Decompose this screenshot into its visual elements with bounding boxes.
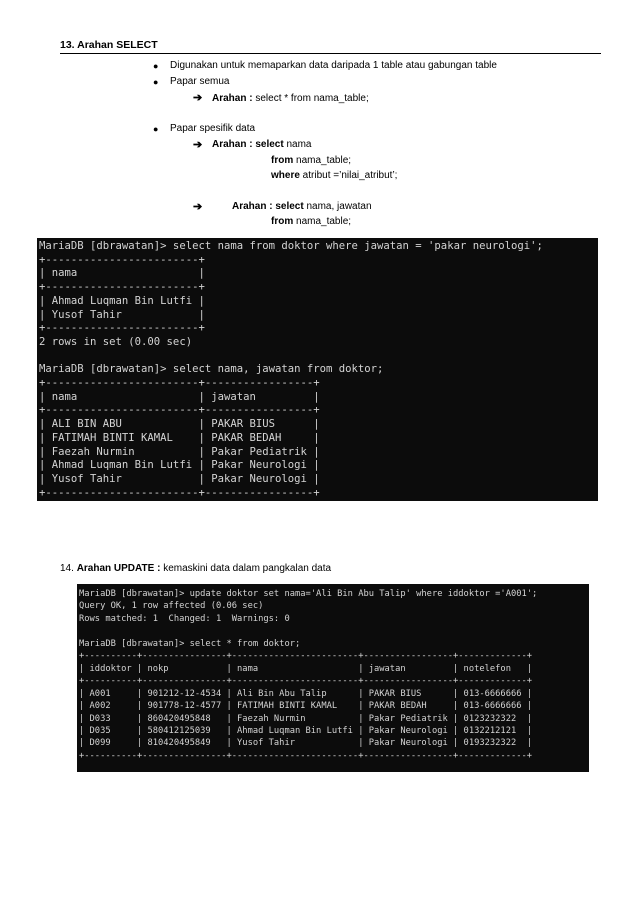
keyword-where: where (271, 170, 300, 181)
terminal-screenshot-select (37, 238, 598, 501)
terminal-line: +----------+----------------+------------------------+-----------------+-------------+ (79, 651, 533, 662)
command-text: nama_table; (293, 155, 352, 166)
arrow-right-icon: ➔ (193, 92, 203, 104)
command-from-line (271, 216, 351, 227)
terminal-line: | FATIMAH BINTI KAMAL | PAKAR BEDAH | (39, 431, 320, 444)
terminal-line: | Ahmad Luqman Bin Lutfi | Pakar Neurologi | (39, 459, 320, 472)
terminal-line: MariaDB [dbrawatan]> select * from doktor; (79, 638, 301, 649)
terminal-line: +------------------------+ (39, 281, 205, 294)
terminal-line: | D033 | 860420495848 | Faezah Nurmin | Pakar Pediatrik | 0123232322 | (79, 713, 533, 724)
command-select-all (212, 93, 369, 104)
keyword-from: from (271, 216, 294, 227)
terminal-line: | Ahmad Luqman Bin Lutfi | (39, 294, 205, 307)
terminal-line: | Yusof Tahir | Pakar Neurologi | (39, 472, 320, 485)
command-where-line (271, 170, 397, 181)
heading-text: kemaskini data dalam pangkalan data (163, 563, 332, 574)
command-text: select * from nama_table; (255, 93, 369, 104)
command-text: nama (283, 139, 312, 150)
section-13-heading: 13. Arahan SELECT (60, 39, 158, 51)
bullet-text-show-specific: Papar spesifik data (170, 123, 256, 134)
terminal-line: Query OK, 1 row affected (0.06 sec) (79, 601, 264, 612)
terminal-line: | A002 | 901778-12-4577 | FATIMAH BINTI KAMAL | PAKAR BEDAH | 013-6666666 | (79, 701, 533, 712)
terminal-line: | D099 | 810420495849 | Yusof Tahir | Pakar Neurologi | 0193232322 | (79, 738, 533, 749)
terminal-line: | nama | (39, 267, 205, 280)
terminal-line: | Yusof Tahir | (39, 308, 205, 321)
command-label: Arahan : select (232, 201, 304, 212)
terminal-line: +----------+----------------+------------------------+-----------------+-------------+ (79, 750, 533, 761)
terminal-line (79, 625, 589, 637)
keyword-from: from (271, 155, 294, 166)
bullet-icon: ● (153, 61, 159, 71)
command-label: Arahan : (212, 93, 256, 104)
terminal-line: +----------+----------------+------------------------+-----------------+-------------+ (79, 676, 533, 687)
terminal-line (39, 350, 598, 364)
terminal-line: MariaDB [dbrawatan]> select nama from doktor where jawatan = 'pakar neurologi'; (39, 240, 543, 252)
terminal-line: | A001 | 901212-12-4534 | Ali Bin Abu Talip | PAKAR BIUS | 013-6666666 | (79, 688, 533, 699)
terminal-line: 2 rows in set (0.00 sec) (39, 335, 193, 348)
terminal-screenshot-update (77, 584, 589, 772)
terminal-line: | D035 | 580412125039 | Ahmad Luqman Bin Lutfi | Pakar Neurologi | 0132212121 | (79, 725, 533, 736)
bullet-icon: ● (153, 124, 159, 134)
command-label: Arahan : select (212, 139, 284, 150)
terminal-line: MariaDB [dbrawatan]> select nama, jawatan from doktor; (39, 363, 384, 376)
terminal-line: +------------------------+-----------------+ (39, 486, 320, 499)
terminal-line: | ALI BIN ABU | PAKAR BIUS | (39, 418, 320, 431)
bullet-text-purpose: Digunakan untuk memaparkan data daripada 1 table atau gabungan table (170, 60, 497, 71)
terminal-line: | iddoktor | nokp | nama | jawatan | notelefon | (79, 663, 533, 674)
heading-rule (60, 53, 601, 54)
terminal-line: +------------------------+-----------------+ (39, 404, 320, 417)
command-select-multi (232, 201, 372, 212)
heading-label: Arahan UPDATE : (76, 563, 164, 574)
terminal-output (77, 584, 589, 762)
arrow-right-icon: ➔ (193, 139, 203, 151)
command-text: atribut =’nilai_atribut’; (299, 170, 398, 181)
terminal-line: | Faezah Nurmin | Pakar Pediatrik | (39, 445, 320, 458)
terminal-line: Rows matched: 1 Changed: 1 Warnings: 0 (79, 613, 290, 624)
bullet-text-show-all: Papar semua (170, 76, 230, 87)
command-from-line (271, 155, 351, 166)
arrow-right-icon: ➔ (193, 201, 203, 213)
heading-number: 14. (60, 563, 77, 574)
bullet-icon: ● (153, 77, 159, 87)
terminal-output (37, 238, 598, 500)
command-text: nama_table; (293, 216, 352, 227)
terminal-line: +------------------------+ (39, 253, 205, 266)
command-text: nama, jawatan (303, 201, 372, 212)
terminal-line: +------------------------+-----------------+ (39, 377, 320, 390)
section-14-heading (60, 563, 331, 574)
command-select-specific (212, 139, 312, 150)
terminal-line: +------------------------+ (39, 322, 205, 335)
terminal-line: MariaDB [dbrawatan]> update doktor set nama='Ali Bin Abu Talip' where iddoktor ='A001'; (79, 589, 538, 599)
terminal-line: | nama | jawatan | (39, 390, 320, 403)
